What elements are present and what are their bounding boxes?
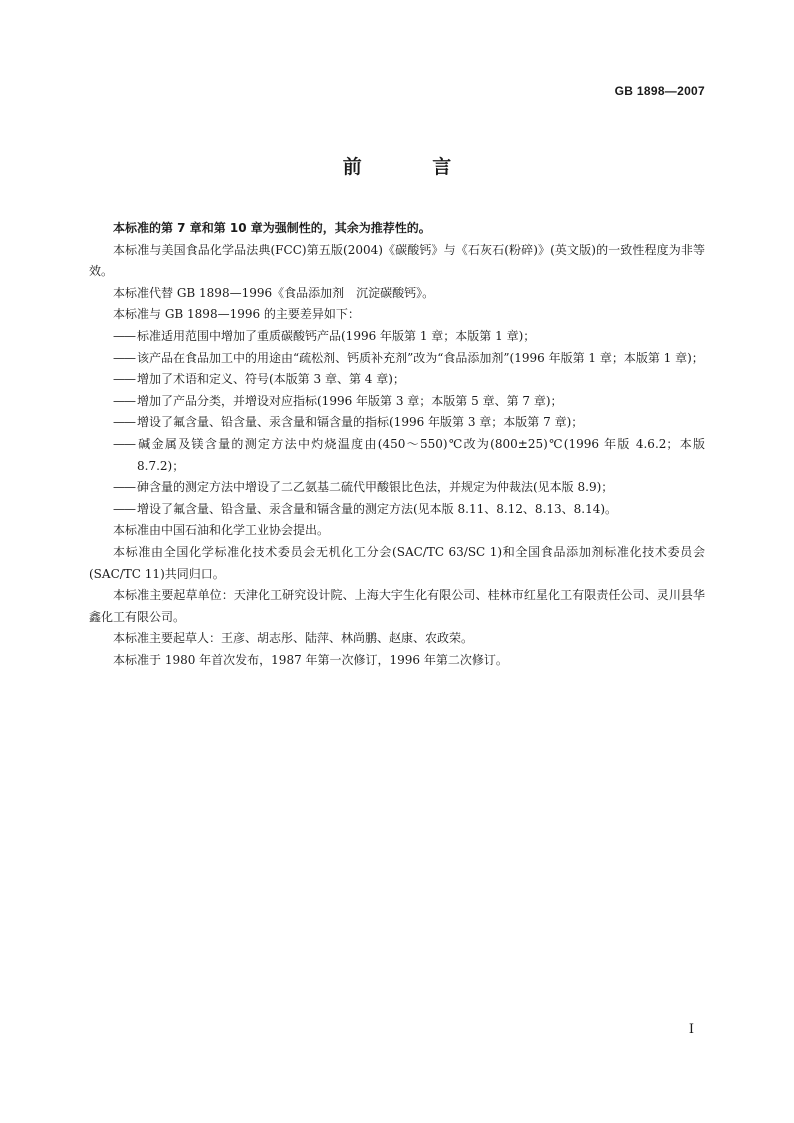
standard-code: GB 1898—2007	[614, 84, 705, 98]
dash-marker: ——	[113, 350, 135, 365]
dash-marker: ——	[113, 480, 135, 495]
list-item	[113, 412, 705, 434]
list-item-text: 增设了氟含量、铅含量、汞含量和镉含量的测定方法(见本版 8.11、8.12、8.13、8.14)。	[137, 501, 618, 516]
dash-marker: ——	[113, 415, 135, 430]
dash-marker: ——	[113, 436, 135, 451]
paragraph-differences-intro: 本标准与 GB 1898—1996 的主要差异如下：	[113, 307, 360, 322]
page-title: 前 言	[342, 156, 484, 178]
paragraph-drafting-units: 本标准主要起草单位：天津化工研究设计院、上海大宇生化有限公司、桂林市红星化工有限责任公司、灵川县华鑫化工有限公司。	[89, 588, 705, 624]
paragraph-centralized: 本标准由全国化学标准化技术委员会无机化工分会(SAC/TC 63/SC 1)和全国食品添加剂标准化技术委员会(SAC/TC 11)共同归口。	[89, 544, 705, 581]
dash-marker: ——	[113, 328, 135, 343]
list-item	[113, 499, 705, 521]
list-item-text: 增设了氟含量、铅含量、汞含量和镉含量的指标(1996 年版第 3 章；本版第 7 章)；	[137, 415, 584, 430]
paragraph-mandatory-clauses: 本标准的第 7 章和第 10 章为强制性的，其余为推荐性的。	[113, 221, 431, 235]
list-item	[113, 369, 705, 391]
list-item	[113, 477, 705, 499]
page-number: I	[688, 1022, 694, 1037]
paragraph-history: 本标准于 1980 年首次发布，1987 年第一次修订，1996 年第二次修订。	[113, 652, 508, 667]
list-item-text: 增加了产品分类，并增设对应指标(1996 年版第 3 章；本版第 5 章、第 7 章)；	[137, 393, 563, 408]
list-item-text: 砷含量的测定方法中增设了二乙氨基二硫代甲酸银比色法，并规定为仲裁法(见本版 8.9)；	[137, 480, 614, 495]
paragraph-drafters: 本标准主要起草人：王彦、胡志彤、陆萍、林尚鹏、赵康、农政荣。	[113, 631, 474, 646]
paragraph-consistency: 本标准与美国食品化学品法典(FCC)第五版(2004)《碳酸钙》与《石灰石(粉碎)》(英文版)的一致性程度为非等效。	[89, 242, 705, 279]
list-item-text: 标准适用范围中增加了重质碳酸钙产品(1996 年版第 1 章；本版第 1 章)；	[137, 328, 536, 343]
dash-marker: ——	[113, 372, 135, 387]
list-item-text: 增加了术语和定义、符号(本版第 3 章、第 4 章)；	[137, 372, 405, 387]
dash-marker: ——	[113, 393, 135, 408]
list-item-text: 碱金属及镁含量的测定方法中灼烧温度由(450～550)℃改为(800±25)℃(1996 年版 4.6.2；本版 8.7.2)；	[137, 436, 705, 473]
list-item	[113, 326, 705, 348]
list-item	[113, 391, 705, 413]
list-item-text: 该产品在食品加工中的用途由“疏松剂、钙质补充剂”改为“食品添加剂”(1996 年版第 1 章；本版第 1 章)；	[137, 350, 704, 365]
foreword-body	[89, 218, 705, 671]
list-item	[113, 348, 705, 370]
paragraph-replaces: 本标准代替 GB 1898—1996《食品添加剂 沉淀碳酸钙》。	[113, 285, 435, 300]
differences-list	[89, 326, 705, 520]
list-item	[113, 434, 705, 477]
paragraph-proposer: 本标准由中国石油和化学工业协会提出。	[113, 523, 330, 538]
dash-marker: ——	[113, 501, 135, 516]
